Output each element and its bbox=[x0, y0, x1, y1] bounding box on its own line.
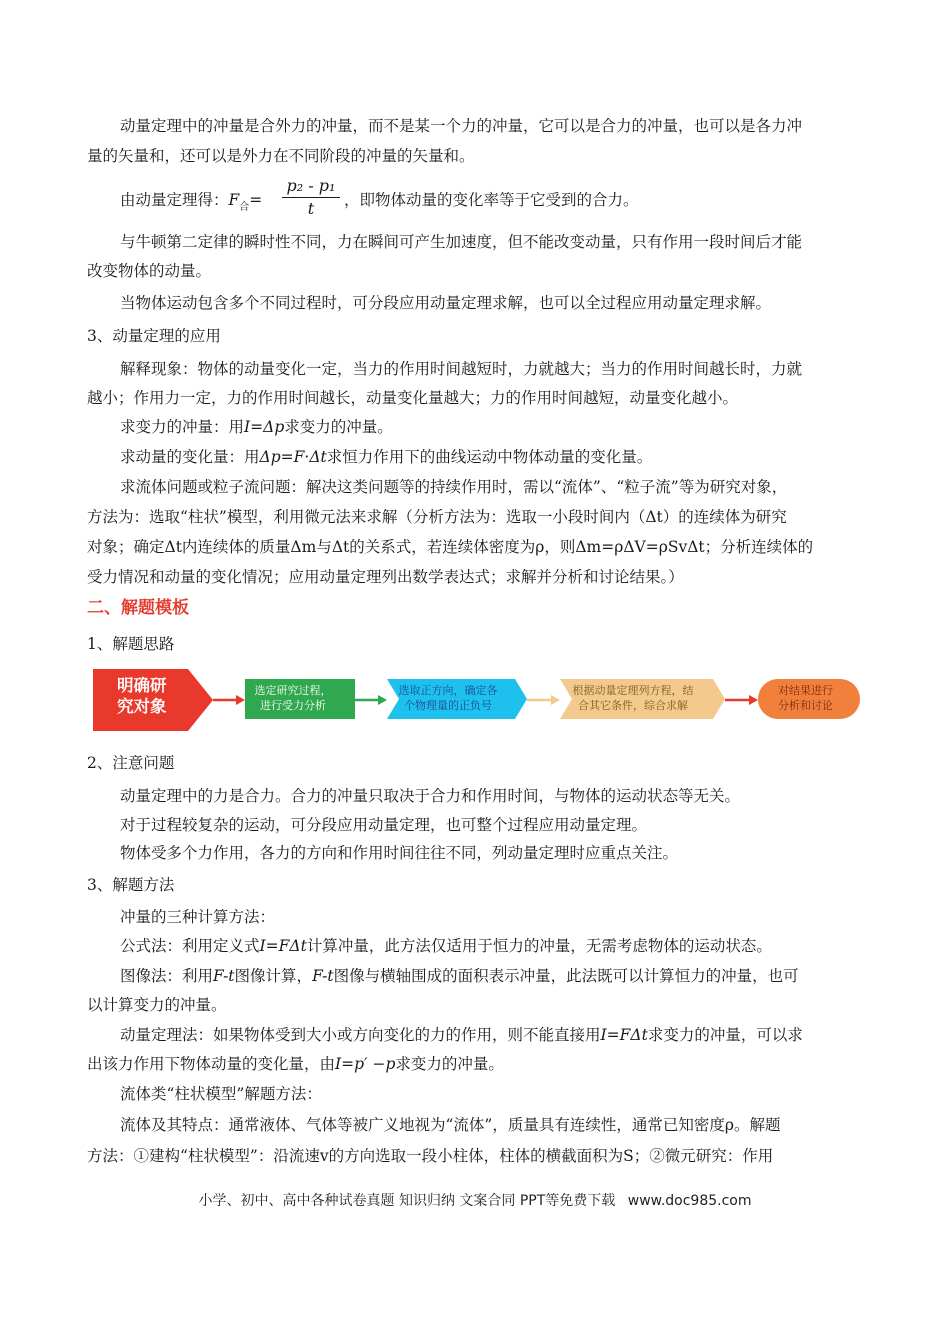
formula-explanation: ，即物体动量的变化率等于它受到的合力。 bbox=[344, 191, 639, 209]
page-footer bbox=[0, 1190, 950, 1210]
flow-step-label: 根据动量定理列方程，结 bbox=[572, 684, 694, 697]
paragraph-impulse-sum-line1: 动量定理中的冲量是合外力的冲量，而不是某一个力的冲量，它可以是合力的冲量，也可以是各力冲 bbox=[120, 117, 803, 135]
fraction-bar bbox=[282, 197, 340, 198]
text-run: 动量定理法：如果物体受到大小或方向变化的力的作用，则不能直接用 bbox=[120, 1026, 601, 1044]
paragraph-explain-line2: 越小；作用力一定，力的作用时间越长，动量变化量越大；力的作用时间越短，动量变化越小。 bbox=[87, 389, 739, 407]
note-2: 对于过程较复杂的运动，可分段应用动量定理，也可整个过程应用动量定理。 bbox=[120, 816, 648, 834]
flow-step-label: 分析和讨论 bbox=[778, 699, 833, 712]
formula-run: I=FΔt bbox=[259, 937, 307, 955]
text-run: 求变力的冲量，可以求 bbox=[647, 1026, 803, 1044]
formula-run: I=FΔt bbox=[600, 1026, 648, 1044]
formula-F: F bbox=[228, 191, 240, 209]
subheading-approach: 1、解题思路 bbox=[87, 635, 175, 653]
paragraph-momentum-change bbox=[120, 447, 867, 467]
text-run: = bbox=[250, 418, 264, 436]
method-graph-line1 bbox=[120, 966, 867, 986]
fraction-numerator: p₂ - p₁ bbox=[286, 176, 336, 195]
subheading-application: 3、动量定理的应用 bbox=[87, 327, 221, 345]
subheading-notes: 2、注意问题 bbox=[87, 754, 175, 772]
flow-step-label: 究对象 bbox=[117, 697, 167, 716]
flow-step-label: 选定研究过程， bbox=[254, 684, 332, 697]
formula-run: Δp bbox=[259, 448, 281, 466]
text-run: 出该力作用下物体动量的变化量，由 bbox=[87, 1055, 336, 1073]
flow-step-analyze-result bbox=[753, 683, 858, 713]
section-heading-template: 二、解题模板 bbox=[87, 598, 189, 618]
fraction-denominator: t bbox=[307, 199, 315, 218]
text-run: 求变力的冲量：用 bbox=[120, 418, 245, 436]
paragraph-impulse-sum-line2: 量的矢量和，还可以是外力在不同阶段的冲量的矢量和。 bbox=[87, 147, 475, 165]
flow-step-choose-direction bbox=[383, 683, 513, 713]
paragraph-newton-line2: 改变物体的动量。 bbox=[87, 262, 212, 280]
text-run: 求动量的变化量：用 bbox=[120, 448, 260, 466]
text-run: 图像法：利用 bbox=[120, 967, 214, 985]
method-intro: 冲量的三种计算方法： bbox=[120, 908, 276, 926]
method-theorem-line2 bbox=[87, 1054, 867, 1074]
formula-run: I=p′ −p bbox=[335, 1055, 396, 1073]
paragraph-newton-line1: 与牛顿第二定律的瞬时性不同，力在瞬间可产生加速度，但不能改变动量，只有作用一段时间后才能 bbox=[120, 233, 803, 251]
subheading-methods: 3、解题方法 bbox=[87, 876, 175, 894]
fraction bbox=[280, 176, 342, 219]
text-run: 公式法：利用定义式 bbox=[120, 937, 260, 955]
formula-run: Δp bbox=[263, 418, 285, 436]
method-theorem-line1 bbox=[120, 1025, 867, 1045]
formula-run: I bbox=[244, 418, 251, 436]
formula-F-subscript: 合 bbox=[239, 202, 250, 213]
text-run: 图像计算， bbox=[234, 967, 313, 985]
paragraph-fluid-line3: 对象；确定Δt内连续体的质量Δm与Δt的关系式，若连续体密度为ρ，则Δm=ρΔV=ρSvΔt；分析连续体的 bbox=[87, 538, 814, 556]
note-3: 物体受多个力作用，各力的方向和作用时间往往不同，列动量定理时应重点关注。 bbox=[120, 844, 679, 862]
method-fluid-line1: 流体及其特点：通常液体、气体等被广义地视为“流体”，质量具有连续性，通常已知密度ρ。解题 bbox=[120, 1116, 781, 1134]
solution-flow-diagram bbox=[93, 669, 865, 731]
text-run: 计算冲量，此方法仅适用于恒力的冲量，无需考虑物体的运动状态。 bbox=[306, 937, 772, 955]
note-1: 动量定理中的力是合力。合力的冲量只取决于合力和作用时间，与物体的运动状态等无关。 bbox=[120, 787, 741, 805]
flow-step-write-equation bbox=[543, 683, 723, 713]
paragraph-explain-line1: 解释现象：物体的动量变化一定，当力的作用时间越短时，力就越大；当力的作用时间越长时，力就 bbox=[120, 360, 803, 378]
footer-site-link[interactable]: www.doc985.com bbox=[627, 1193, 752, 1209]
formula-equals: = bbox=[249, 191, 263, 209]
flow-step-label: 个物理量的正负号 bbox=[404, 699, 492, 712]
text-run: = bbox=[280, 448, 294, 466]
flow-step-label: 明确研 bbox=[117, 676, 167, 695]
flow-step-select-process bbox=[228, 683, 358, 713]
formula-run: F·Δt bbox=[293, 448, 327, 466]
formula-run: F-t bbox=[312, 967, 334, 985]
footer-text: 小学、初中、高中各种试卷真题 知识归纳 文案合同 PPT等免费下载 bbox=[198, 1193, 616, 1209]
paragraph-multi-process: 当物体运动包含多个不同过程时，可分段应用动量定理求解，也可以全过程应用动量定理求解。 bbox=[120, 294, 772, 312]
flow-step-label: 合其它条件，综合求解 bbox=[578, 699, 688, 712]
paragraph-fluid-line2: 方法为：选取“柱状”模型，利用微元法来求解（分析方法为：选取一小段时间内（Δt）的连续体为研究 bbox=[87, 508, 787, 526]
method-formula bbox=[120, 936, 867, 956]
flow-step-identify-object bbox=[99, 675, 199, 717]
method-graph-line2: 以计算变力的冲量。 bbox=[87, 996, 227, 1014]
method-fluid-line2: 方法：①建构“柱状模型”：沿流速v的方向选取一段小柱体，柱体的横截面积为S；②微元研究：作用 bbox=[87, 1147, 774, 1165]
paragraph-fluid-line1: 求流体问题或粒子流问题：解决这类问题等的持续作用时，需以“流体”、“粒子流”等为研究对象， bbox=[120, 478, 788, 496]
paragraph-variable-force bbox=[120, 417, 867, 437]
flow-step-label: 选取正方向，确定各 bbox=[398, 684, 498, 697]
flow-step-label: 进行受力分析 bbox=[260, 699, 326, 712]
method-fluid-intro: 流体类“柱状模型”解题方法： bbox=[120, 1085, 322, 1103]
text-run: 求变力的冲量。 bbox=[395, 1055, 504, 1073]
formula-run: F-t bbox=[213, 967, 235, 985]
flow-step-label: 对结果进行 bbox=[778, 684, 833, 697]
momentum-theorem-formula bbox=[120, 176, 867, 222]
text-run: 图像与横轴围成的面积表示冲量，此法既可以计算恒力的冲量，也可 bbox=[333, 967, 799, 985]
paragraph-fluid-line4: 受力情况和动量的变化情况；应用动量定理列出数学表达式；求解并分析和讨论结果。） bbox=[87, 568, 684, 586]
formula-intro: 由动量定理得： bbox=[120, 191, 229, 209]
text-run: 求恒力作用下的曲线运动中物体动量的变化量。 bbox=[326, 448, 653, 466]
text-run: 求变力的冲量。 bbox=[284, 418, 393, 436]
